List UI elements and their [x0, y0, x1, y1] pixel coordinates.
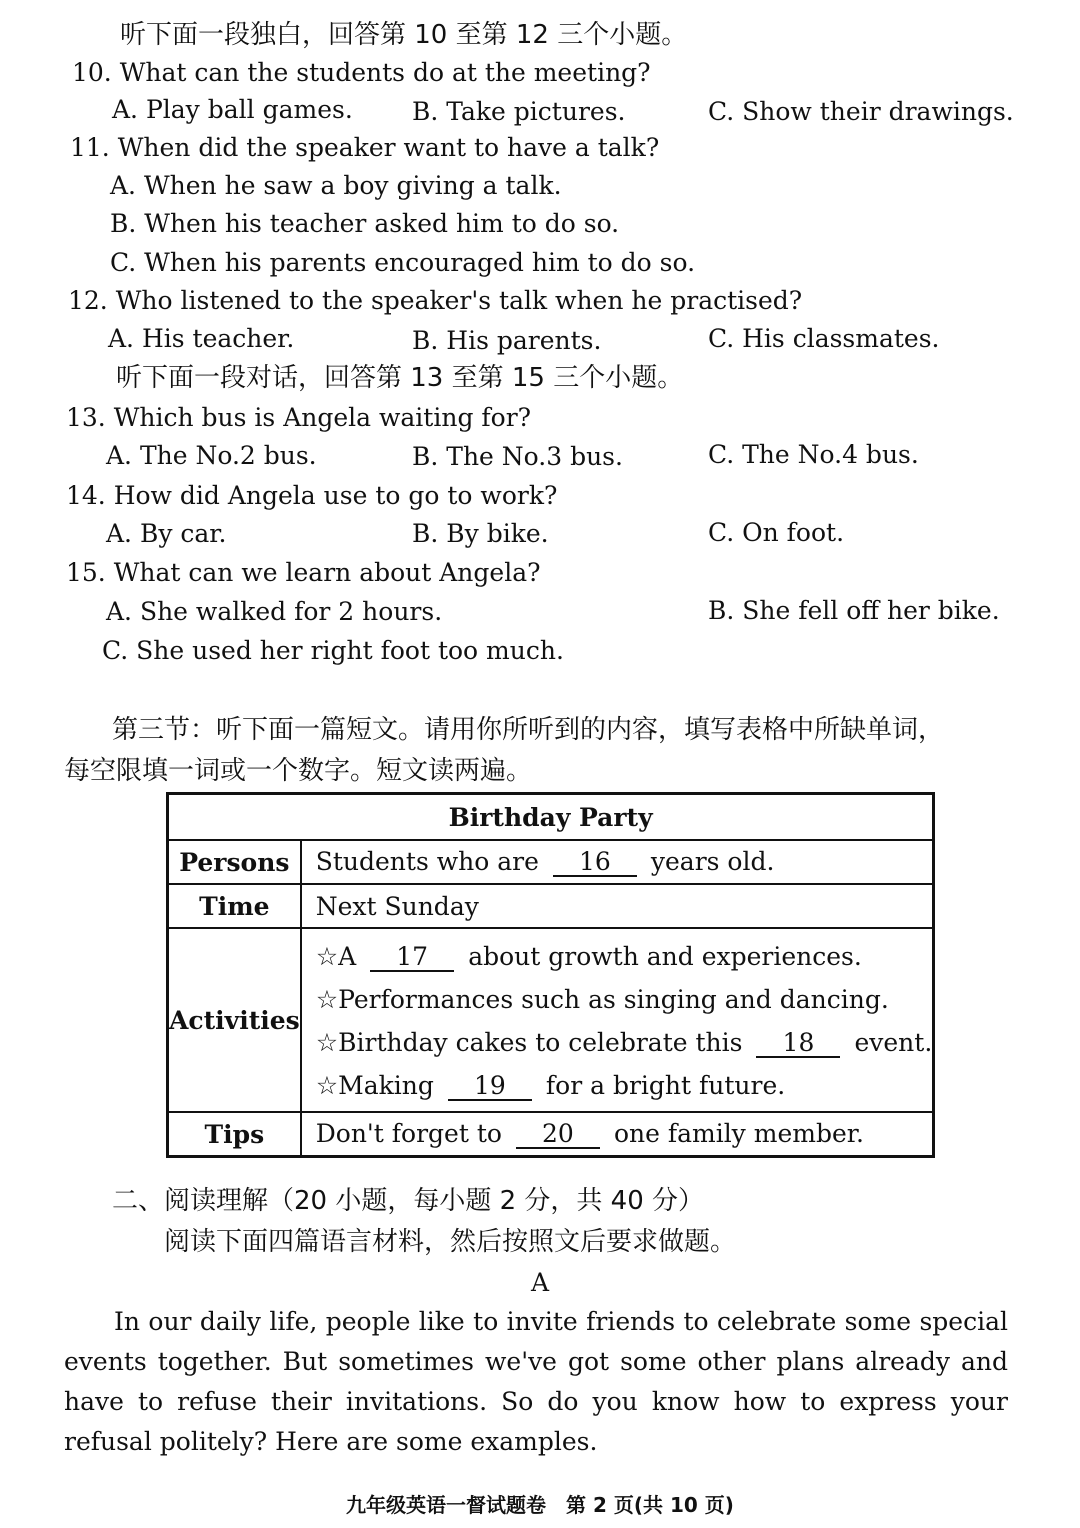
blank-17[interactable]: 17: [370, 944, 454, 972]
passage-label: A: [530, 1268, 550, 1297]
activity-4-pre: ☆Making: [315, 1071, 434, 1100]
q11-stem: 11. When did the speaker want to have a talk?: [70, 133, 660, 162]
q10-option-b: B. Take pictures.: [412, 97, 626, 126]
q10-stem: 10. What can the students do at the meeting?: [72, 58, 651, 87]
persons-label: Persons: [168, 840, 301, 884]
persons-value: [301, 840, 934, 884]
instruction-q10-12: 听下面一段独白，回答第 10 至第 12 三个小题。: [120, 20, 688, 50]
table-row-time: [168, 884, 934, 928]
q12-stem: 12. Who listened to the speaker's talk when he practised?: [68, 286, 803, 315]
q12-option-c: C. His classmates.: [708, 324, 940, 353]
q15-stem: 15. What can we learn about Angela?: [66, 558, 541, 587]
passage-a-paragraph: In our daily life, people like to invite friends to celebrate some special events together. But sometimes we've got some other plans already and have to refuse their invitations. So do you know how to express your refusal politely? Here are some examples.: [64, 1307, 1008, 1456]
blank-20[interactable]: 20: [516, 1121, 600, 1149]
table-header-row: [168, 794, 934, 841]
q13-option-b: B. The No.3 bus.: [412, 442, 623, 471]
activities-label: Activities: [168, 928, 301, 1112]
activity-1-pre: ☆A: [315, 942, 357, 971]
table-row-tips: [168, 1112, 934, 1157]
q11-option-a: A. When he saw a boy giving a talk.: [110, 171, 562, 200]
activity-1-post: about growth and experiences.: [468, 942, 862, 971]
activity-item-1: [316, 935, 933, 978]
activity-item-4: [316, 1064, 933, 1107]
q13-option-c: C. The No.4 bus.: [708, 440, 919, 469]
q10-option-a: A. Play ball games.: [112, 95, 353, 124]
q14-option-b: B. By bike.: [412, 519, 549, 548]
section3-instruction-line1: 第三节：听下面一篇短文。请用你所听到的内容，填写表格中所缺单词，: [112, 715, 945, 745]
persons-text-pre: Students who are: [315, 847, 539, 876]
q12-option-b: B. His parents.: [412, 326, 602, 355]
time-label: Time: [168, 884, 301, 928]
q11-option-b: B. When his teacher asked him to do so.: [110, 209, 620, 238]
birthday-party-table: [166, 792, 935, 1158]
reading-section-heading: 二、阅读理解（20 小题，每小题 2 分，共 40 分）: [112, 1186, 705, 1216]
tips-text-pre: Don't forget to: [315, 1119, 502, 1148]
activity-4-post: for a bright future.: [545, 1071, 786, 1100]
reading-instruction: 阅读下面四篇语言材料，然后按照文后要求做题。: [164, 1227, 737, 1257]
blank-18[interactable]: 18: [756, 1030, 840, 1058]
activities-list: [301, 928, 934, 1112]
tips-value: [301, 1112, 934, 1157]
activity-3-post: event.: [854, 1028, 933, 1057]
activity-item-2: ☆Performances such as singing and dancing.: [315, 985, 889, 1014]
q14-option-a: A. By car.: [106, 519, 227, 548]
q14-option-c: C. On foot.: [708, 518, 845, 547]
table-row-activities: [168, 928, 934, 1112]
q12-option-a: A. His teacher.: [108, 324, 295, 353]
section3-instruction-line2: 每空限填一词或一个数字。短文读两遍。: [64, 756, 533, 786]
q13-stem: 13. Which bus is Angela waiting for?: [66, 403, 532, 432]
q15-option-c: C. She used her right foot too much.: [102, 636, 564, 665]
activity-item-3: [316, 1021, 933, 1064]
tips-label: Tips: [168, 1112, 301, 1157]
blank-16[interactable]: 16: [553, 849, 637, 877]
table-title: Birthday Party: [168, 794, 934, 841]
persons-text-post: years old.: [650, 847, 775, 876]
instruction-q13-15: 听下面一段对话，回答第 13 至第 15 三个小题。: [116, 363, 684, 393]
q10-option-c: C. Show their drawings.: [708, 97, 1014, 126]
q11-option-c: C. When his parents encouraged him to do so.: [110, 248, 696, 277]
blank-19[interactable]: 19: [448, 1073, 532, 1101]
q15-option-b: B. She fell off her bike.: [708, 596, 1000, 625]
table-row-persons: [168, 840, 934, 884]
page-footer: 九年级英语一督试题卷 第 2 页(共 10 页): [346, 1493, 734, 1517]
q15-option-a: A. She walked for 2 hours.: [106, 597, 443, 626]
time-value: Next Sunday: [301, 884, 934, 928]
tips-text-post: one family member.: [613, 1119, 864, 1148]
activity-3-pre: ☆Birthday cakes to celebrate this: [315, 1028, 743, 1057]
q14-stem: 14. How did Angela use to go to work?: [66, 481, 558, 510]
q13-option-a: A. The No.2 bus.: [106, 441, 317, 470]
